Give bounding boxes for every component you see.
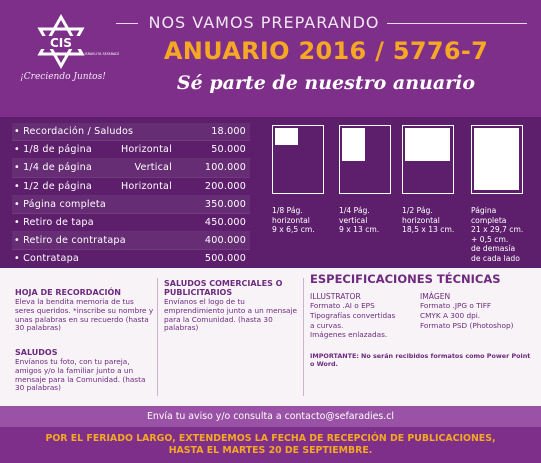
saludos-text: Envíanos tu foto, con tu pareja, amigos y/o la familiar junto a un mensaje para la Comunidad. (hasta 30 palabras) (15, 357, 146, 393)
deadline-notice (0, 427, 541, 463)
size-diagram (339, 125, 391, 194)
price-value: 500.000 (204, 253, 246, 265)
size-fill (342, 128, 365, 161)
size-diagram (402, 125, 454, 194)
price-label: • 1/4 de página (14, 162, 92, 174)
header-kicker: NOS VAMOS PREPARANDO (148, 13, 380, 32)
recordacion-title: HOJA DE RECORDACIÓN (15, 288, 121, 297)
price-value: 350.000 (204, 198, 246, 210)
comerciales-text: Envíanos el logo de tu emprendimiento junto a un mensaje para la Comunidad. (hasta 30 palabras) (164, 297, 298, 333)
saludos-title: SALUDOS (15, 348, 58, 357)
size-fill (275, 128, 298, 145)
size-caption (471, 206, 523, 263)
price-row (12, 232, 250, 250)
contact-bar (0, 406, 541, 427)
logo-tagline: ¡Creciendo Juntos! (20, 72, 106, 82)
image-line: Formato PSD (Photoshop) (420, 320, 514, 330)
price-row (12, 159, 250, 177)
column-divider (303, 278, 304, 396)
star-of-david-logo-icon (20, 16, 119, 68)
page-title: ANUARIO 2016 / 5776-7 (163, 37, 489, 65)
size-caption-line: completa (471, 215, 507, 225)
price-label: • Retiro de contratapa (14, 235, 126, 247)
illustrator-heading: ILLUSTRATOR (310, 292, 361, 301)
image-line: CMYK A 300 dpi. (420, 310, 481, 320)
specs-title: ESPECIFICACIONES TÉCNICAS (310, 272, 501, 286)
notice-line-1: POR EL FERIADO LARGO, EXTENDEMOS LA FECHA DE RECEPCIÓN DE PUBLICACIONES, (45, 433, 496, 444)
important-label: IMPORTANTE: (310, 352, 359, 360)
price-label: • 1/8 de página (14, 144, 92, 156)
price-label: • Retiro de tapa (14, 216, 94, 228)
logo-small-text: COMUNIDAD ISRAELITA SEFARADÍ (62, 52, 119, 56)
comerciales-block (164, 279, 304, 333)
price-value: 450.000 (204, 216, 246, 228)
size-fill (474, 128, 519, 190)
recordacion-block (15, 288, 155, 333)
image-specs (420, 292, 536, 330)
price-orientation: Horizontal (121, 180, 172, 192)
size-caption-line: 21 x 29,7 cm. (471, 225, 524, 234)
price-value: 18.000 (211, 126, 246, 137)
illustrator-line: Formato .AI o EPS (310, 301, 375, 310)
price-row (12, 214, 250, 232)
illustrator-specs (310, 292, 420, 340)
size-caption-line: 9 x 13 cm. (339, 225, 380, 234)
size-caption-line: de demasía (471, 244, 516, 253)
price-label: • Página completa (14, 198, 106, 210)
price-value: 400.000 (204, 235, 246, 247)
price-row (12, 178, 250, 196)
image-heading: IMÁGEN (420, 292, 451, 301)
size-eighth-page (272, 125, 324, 235)
header-banner (0, 0, 541, 117)
size-caption-line: de cada lado (471, 253, 520, 263)
price-value: 200.000 (204, 180, 246, 192)
size-diagram (272, 125, 324, 194)
price-row (12, 250, 250, 268)
decorative-rule-left (116, 23, 138, 24)
prices-panel (0, 117, 541, 268)
important-note (310, 352, 536, 368)
logo-text: CIS (50, 36, 72, 50)
page-subtitle: Sé parte de nuestro anuario (176, 72, 476, 94)
image-line: Formato .JPG o TIFF (420, 301, 492, 310)
size-caption (272, 206, 324, 235)
price-orientation: Vertical (134, 162, 172, 174)
info-panel (0, 268, 541, 406)
size-caption-line: 9 x 6,5 cm. (272, 225, 315, 234)
price-value: 100.000 (204, 162, 246, 174)
column-divider (157, 278, 158, 396)
size-diagram (471, 125, 523, 194)
size-caption-line: horizontal (272, 215, 310, 225)
size-caption-line: Página (471, 206, 497, 215)
size-caption-line: vertical (339, 215, 368, 225)
price-list (12, 123, 250, 269)
price-label: • Recordación / Saludos (14, 126, 134, 137)
price-label: • 1/2 de página (14, 180, 92, 192)
price-label: • Contratapa (14, 253, 79, 265)
decorative-rule-right (387, 23, 527, 24)
size-caption (402, 206, 454, 235)
size-quarter-page (339, 125, 391, 235)
size-caption-line: horizontal (402, 215, 440, 225)
illustrator-line: Imágenes enlazadas. (310, 330, 388, 340)
recordacion-text: Eleva la bendita memoria de tus seres queridos. *inscribe su nombre y unas palabras en su recuerdo (hasta 30 palabras) (15, 297, 154, 333)
price-row (12, 196, 250, 214)
size-caption (339, 206, 391, 235)
price-row (12, 123, 250, 141)
price-value: 50.000 (211, 144, 246, 156)
size-caption-line: + 0,5 cm. (471, 234, 509, 244)
notice-line-2: HASTA EL MARTES 20 DE SEPTIEMBRE. (168, 445, 373, 456)
price-orientation: Horizontal (121, 144, 172, 156)
size-full-page (471, 125, 523, 263)
size-caption-line: 1/4 Pág. (339, 206, 370, 215)
size-half-page (402, 125, 454, 235)
price-row (12, 141, 250, 159)
size-caption-line: 1/8 Pág. (272, 206, 303, 215)
size-fill (405, 128, 450, 161)
saludos-block (15, 348, 155, 393)
size-caption-line: 1/2 Pág. (402, 206, 433, 215)
important-text: No serán recibidos formatos como Power Point o Word. (310, 352, 531, 368)
size-caption-line: 18,5 x 13 cm. (402, 225, 455, 234)
comerciales-title: SALUDOS COMERCIALES O PUBLICITARIOS (164, 279, 283, 297)
contact-text[interactable]: Envía tu aviso y/o consulta a contacto@sefaradies.cl (146, 411, 395, 422)
illustrator-line: a curvas. (310, 320, 344, 330)
illustrator-line: Tipografías convertidas (310, 310, 396, 320)
